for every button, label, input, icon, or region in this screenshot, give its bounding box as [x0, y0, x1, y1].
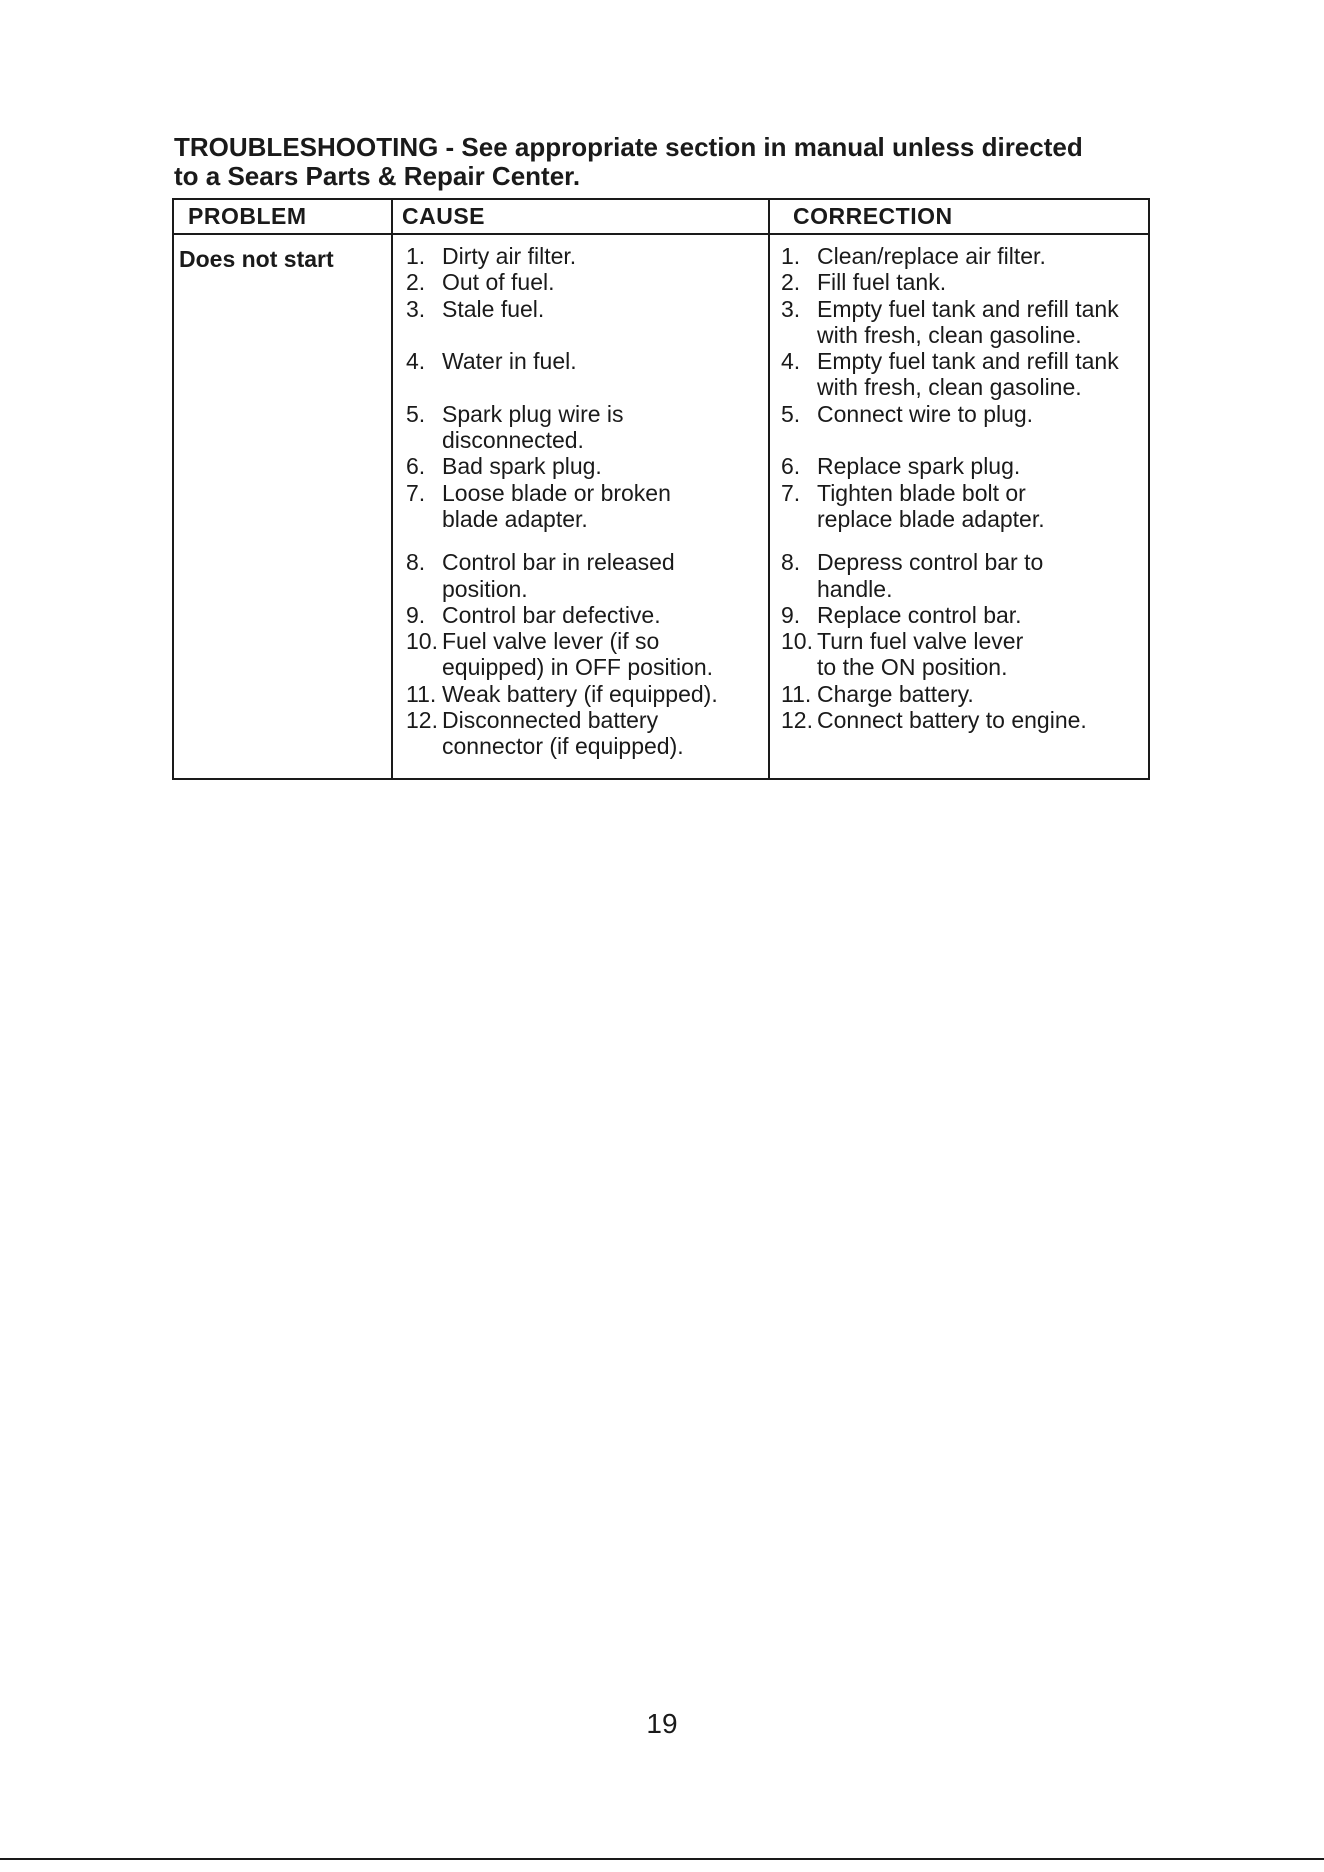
correction-item-number: 5.: [781, 400, 801, 427]
column-divider-2: [768, 200, 770, 778]
header-correction: CORRECTION: [793, 203, 953, 229]
cause-item-text: Weak battery (if equipped).: [442, 680, 718, 707]
correction-item: [781, 549, 1151, 602]
cause-item-number: 4.: [406, 348, 426, 375]
cause-item-text: Control bar defective.: [442, 601, 661, 628]
cause-item-text: blade adapter.: [442, 505, 588, 532]
correction-item-number: 1.: [781, 243, 801, 269]
cause-item-text: position.: [442, 575, 528, 602]
cause-item-number: 1.: [406, 243, 426, 269]
correction-item-number: 9.: [781, 601, 801, 628]
cause-item: [406, 296, 764, 349]
correction-item-text: Turn fuel valve lever: [817, 628, 1024, 655]
page-heading: [174, 133, 1174, 191]
cause-item-text: connector (if equipped).: [442, 733, 684, 760]
correction-item: [781, 453, 1151, 479]
correction-item-number: 8.: [781, 549, 801, 576]
cause-item: [406, 453, 764, 479]
header-problem: PROBLEM: [188, 203, 307, 229]
cause-item-text: Loose blade or broken: [442, 479, 671, 506]
correction-item: [781, 707, 1151, 760]
correction-item: [781, 296, 1151, 349]
cause-item: [406, 269, 764, 295]
problem-cell: Does not start: [179, 246, 334, 272]
cause-item-text: Water in fuel.: [442, 348, 577, 375]
table-header-row: [174, 200, 1148, 235]
cause-item: [406, 401, 764, 454]
correction-item-number: 6.: [781, 453, 801, 480]
cause-item-number: 8.: [406, 549, 426, 576]
correction-spacer: [817, 733, 1151, 759]
cause-item: [406, 348, 764, 401]
correction-item: [781, 681, 1151, 707]
cause-item-text: Spark plug wire is: [442, 400, 624, 427]
bottom-rule: [0, 1858, 1324, 1860]
heading-line-1: TROUBLESHOOTING - See appropriate section in manual unless directed: [174, 132, 1083, 162]
column-divider-1: [391, 200, 393, 778]
cause-item-text: Out of fuel.: [442, 269, 555, 296]
correction-item-number: 7.: [781, 479, 801, 506]
cause-item: [406, 628, 764, 681]
cause-item-number: 3.: [406, 295, 426, 322]
cause-item-text: disconnected.: [442, 427, 584, 454]
cause-item-number: 12.: [406, 707, 438, 734]
cause-item-number: 2.: [406, 269, 426, 296]
correction-item-text: Clean/replace air filter.: [817, 243, 1046, 269]
correction-item: [781, 480, 1151, 533]
cause-item: [406, 707, 764, 760]
correction-item-number: 4.: [781, 348, 801, 375]
cause-item: [406, 480, 764, 533]
cause-item-text: Fuel valve lever (if so: [442, 628, 660, 655]
correction-item: [781, 269, 1151, 295]
header-cause: CAUSE: [402, 203, 486, 229]
heading-line-2: to a Sears Parts & Repair Center.: [174, 161, 581, 191]
correction-item: [781, 348, 1151, 401]
correction-item-text: with fresh, clean gasoline.: [817, 374, 1082, 401]
correction-item: [781, 243, 1151, 269]
cause-item-text: equipped) in OFF position.: [442, 654, 714, 681]
cause-list: [406, 243, 764, 760]
correction-item-number: 12.: [781, 707, 813, 734]
page-number: 19: [646, 1708, 678, 1739]
correction-item-text: handle.: [817, 575, 893, 602]
correction-item: [781, 628, 1151, 681]
correction-item-text: to the ON position.: [817, 654, 1008, 681]
cause-item-number: 5.: [406, 400, 426, 427]
cause-item-text: Stale fuel.: [442, 295, 545, 322]
correction-item-text: Empty fuel tank and refill tank: [817, 295, 1119, 322]
correction-item: [781, 401, 1151, 454]
correction-item-text: Replace spark plug.: [817, 453, 1021, 480]
cause-item-number: 9.: [406, 601, 426, 628]
correction-item-text: Fill fuel tank.: [817, 269, 947, 296]
correction-item-number: 3.: [781, 295, 801, 322]
cause-item-text: Bad spark plug.: [442, 453, 602, 480]
correction-list: [781, 243, 1151, 760]
correction-item-number: 10.: [781, 628, 813, 655]
cause-item-number: 7.: [406, 479, 426, 506]
cause-item-number: 10.: [406, 628, 438, 655]
cause-item: [406, 681, 764, 707]
correction-item-text: Empty fuel tank and refill tank: [817, 348, 1119, 375]
cause-spacer: [442, 322, 764, 348]
correction-item-text: with fresh, clean gasoline.: [817, 321, 1082, 348]
correction-item-text: Depress control bar to: [817, 549, 1044, 576]
cause-item-text: Control bar in released: [442, 549, 675, 576]
correction-item-text: replace blade adapter.: [817, 505, 1045, 532]
cause-item-text: Disconnected battery: [442, 707, 659, 734]
cause-item: [406, 243, 764, 269]
correction-spacer: [817, 427, 1151, 453]
cause-item-text: Dirty air filter.: [442, 243, 577, 269]
cause-item-number: 11.: [406, 680, 437, 707]
troubleshooting-table: [172, 198, 1150, 780]
correction-item-number: 11.: [781, 680, 812, 707]
correction-item-text: Tighten blade bolt or: [817, 479, 1026, 506]
cause-item-number: 6.: [406, 453, 426, 480]
correction-item: [781, 602, 1151, 628]
correction-item-text: Connect battery to engine.: [817, 707, 1087, 734]
cause-item: [406, 549, 764, 602]
cause-spacer: [442, 374, 764, 400]
correction-item-text: Charge battery.: [817, 680, 974, 707]
correction-item-text: Replace control bar.: [817, 601, 1022, 628]
correction-item-text: Connect wire to plug.: [817, 400, 1034, 427]
correction-item-number: 2.: [781, 269, 801, 296]
cause-item: [406, 602, 764, 628]
